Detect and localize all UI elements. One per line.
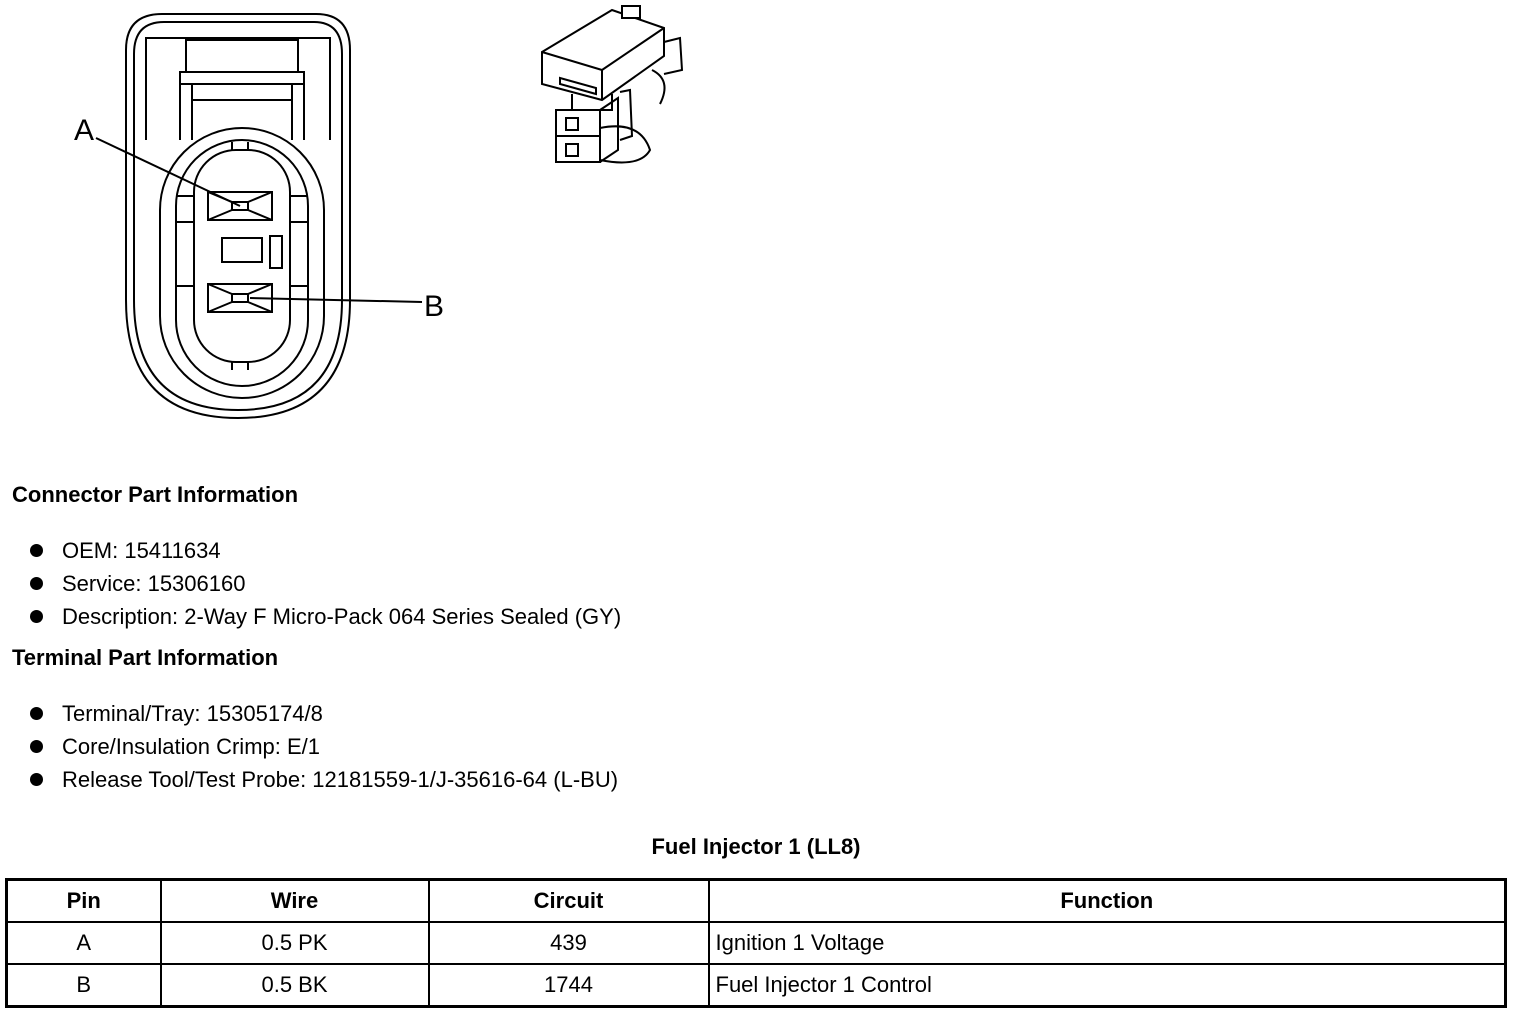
cell-function: Ignition 1 Voltage [709,922,1506,964]
table-row [7,964,1506,1007]
terminal-cavity-body [194,150,290,362]
list-item: Release Tool/Test Probe: 12181559-1/J-35616-64 (L-BU) [28,763,618,796]
cell-pin: B [7,964,161,1007]
connector-isometric-view [542,6,682,162]
connector-info-heading: Connector Part Information [12,482,299,507]
pin-label-b: B [424,290,445,323]
table-title: Fuel Injector 1 (LL8) [651,834,861,859]
terminal-info-list [28,697,618,796]
cell-function: Fuel Injector 1 Control [709,964,1506,1007]
bullet-icon [30,773,43,786]
cell-circuit: 1744 [429,964,709,1007]
connector-info-list [28,534,621,633]
list-item: Core/Insulation Crimp: E/1 [28,730,618,763]
pin-label-a: A [74,114,95,147]
pinout-table [5,878,1507,1008]
header-wire: Wire [161,880,429,923]
header-circuit: Circuit [429,880,709,923]
bullet-icon [30,544,43,557]
leader-line-b [250,298,422,302]
header-function: Function [709,880,1506,923]
leader-line-a [96,138,240,206]
connector-diagram [0,0,760,440]
list-item: Description: 2-Way F Micro-Pack 064 Series Sealed (GY) [28,600,621,633]
list-item: OEM: 15411634 [28,534,621,567]
table-row [7,922,1506,964]
center-key [222,238,262,262]
cell-pin: A [7,922,161,964]
bullet-icon [30,577,43,590]
connector-inner-shell [134,22,342,410]
terminal-info-heading: Terminal Part Information [12,645,279,670]
cell-wire: 0.5 PK [161,922,429,964]
bullet-icon [30,740,43,753]
list-item: Terminal/Tray: 15305174/8 [28,697,618,730]
list-item: Service: 15306160 [28,567,621,600]
table-header-row [7,880,1506,923]
bullet-icon [30,610,43,623]
cell-circuit: 439 [429,922,709,964]
cell-wire: 0.5 BK [161,964,429,1007]
header-pin: Pin [7,880,161,923]
connector-latch [146,38,330,140]
bullet-icon [30,707,43,720]
